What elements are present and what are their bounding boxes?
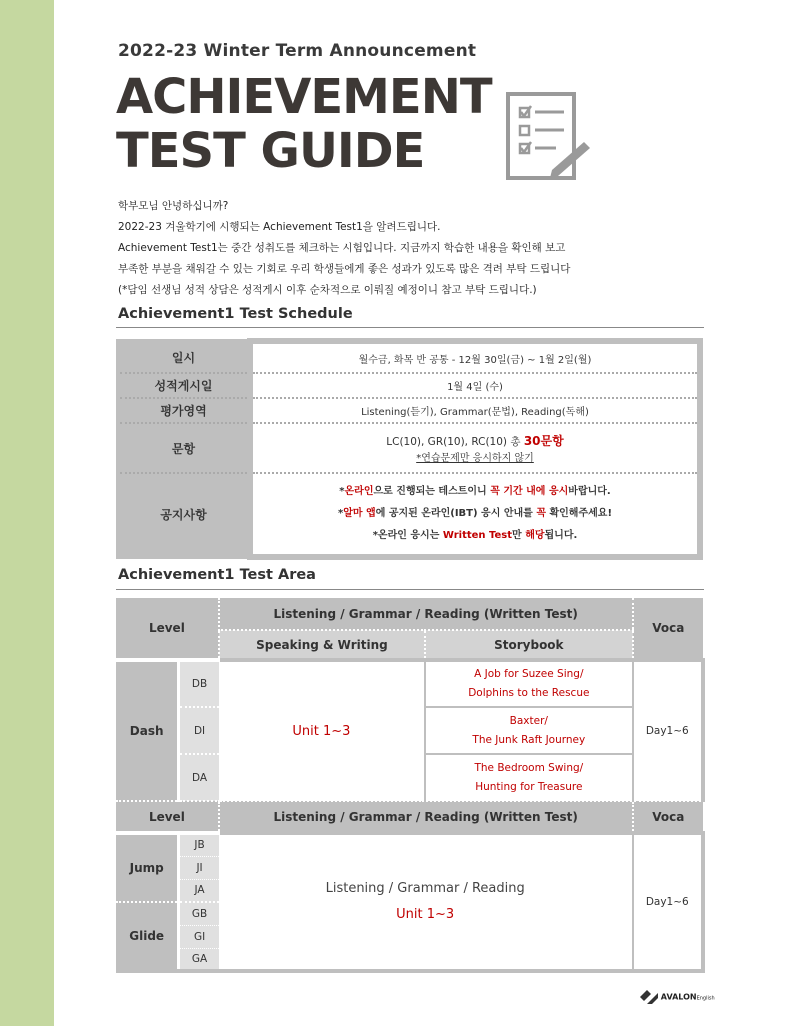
notice-line-1 xyxy=(254,481,696,503)
result-label: 성적게시일 xyxy=(118,373,250,398)
notice-line-3 xyxy=(254,525,696,547)
storybook-da xyxy=(425,754,632,801)
notice-text: 만 xyxy=(512,530,526,541)
sublevel-db: DB xyxy=(179,660,219,707)
notice-value xyxy=(250,473,700,557)
storybook-di xyxy=(425,707,632,754)
notice-text: * xyxy=(339,486,345,497)
logo-suffix: English xyxy=(696,995,715,1002)
intro-line: Achievement Test1는 중간 성취도를 체크하는 시험입니다. 지금까지 학습한 내용을 확인해 보고 xyxy=(118,242,566,254)
book-title: A Job for Suzee Sing/ xyxy=(474,668,584,680)
notice-highlight: 알마 앱 xyxy=(343,508,376,519)
dash-voca: Day1~6 xyxy=(633,660,703,801)
area-label: 평가영역 xyxy=(118,398,250,423)
result-value: 1월 4일 (수) xyxy=(250,373,700,398)
date-value: 월수금, 화목 반 공통 - 12월 30일(금) ~ 1월 2일(월) xyxy=(250,341,700,373)
subtitle: 2022-23 Winter Term Announcement xyxy=(118,41,477,61)
items-value xyxy=(250,423,700,473)
notice-text: 됩니다. xyxy=(544,530,578,541)
items-count-highlight: 30문항 xyxy=(523,434,564,448)
sublevel-ga: GA xyxy=(179,948,219,971)
book-title: Dolphins to the Rescue xyxy=(468,687,590,699)
voca-header-2: Voca xyxy=(633,801,703,833)
title-line-1: ACHIEVEMENT xyxy=(116,69,492,125)
items-note: *연습문제만 응시하지 않기 xyxy=(416,453,534,464)
level-header-2: Level xyxy=(116,801,219,833)
notice-text: 으로 진행되는 테스트이니 xyxy=(373,486,491,497)
intro-line: (*담임 선생님 성적 상담은 성적게시 이후 순차적으로 이뤄질 예정이니 참고 부탁 드립니다.) xyxy=(118,284,537,296)
sublevel-gi: GI xyxy=(179,925,219,948)
date-label: 일시 xyxy=(118,341,250,373)
brand-logo xyxy=(640,990,730,1010)
left-accent-bar xyxy=(0,0,54,1026)
dash-unit: Unit 1~3 xyxy=(219,660,425,801)
area-heading: Achievement1 Test Area xyxy=(118,567,316,583)
schedule-row-result xyxy=(118,373,700,398)
jump-glide-unit: Unit 1~3 xyxy=(396,907,455,922)
notice-line-2 xyxy=(254,503,696,525)
notice-highlight: 꼭 xyxy=(536,508,546,519)
voca-header: Voca xyxy=(633,598,703,660)
schedule-divider xyxy=(116,327,704,328)
sublevel-ja: JA xyxy=(179,879,219,902)
notice-text: 확인해주세요! xyxy=(546,508,613,519)
items-label: 문항 xyxy=(118,423,250,473)
title-line-2: TEST GUIDE xyxy=(116,123,425,179)
notice-text: 바랍니다. xyxy=(568,486,611,497)
items-count xyxy=(254,432,696,449)
sublevel-jb: JB xyxy=(179,833,219,856)
book-title: Baxter/ xyxy=(509,714,548,727)
intro-line: 2022-23 겨울학기에 시행되는 Achievement Test1을 알려드립니다. xyxy=(118,221,441,233)
notice-highlight: Written Test xyxy=(442,530,513,541)
book-title: Hunting for Treasure xyxy=(475,780,583,793)
schedule-row-items xyxy=(118,423,700,473)
storybook-header: Storybook xyxy=(425,630,632,660)
sublevel-gb: GB xyxy=(179,902,219,925)
glide-level: Glide xyxy=(116,902,179,971)
jump-level: Jump xyxy=(116,833,179,902)
storybook-db xyxy=(425,660,632,707)
sublevel-di: DI xyxy=(179,707,219,754)
schedule-row-date xyxy=(118,341,700,373)
notice-label: 공지사항 xyxy=(118,473,250,557)
page-title xyxy=(116,70,492,178)
lgr-written-header-2: Listening / Grammar / Reading (Written Test) xyxy=(219,801,633,833)
book-title: The Junk Raft Journey xyxy=(472,733,586,746)
test-area-table xyxy=(116,598,705,973)
lgr-plain: Listening / Grammar / Reading xyxy=(325,881,525,896)
logo-text: AVALON xyxy=(660,992,697,1002)
schedule-heading: Achievement1 Test Schedule xyxy=(118,306,353,322)
notice-text: * xyxy=(337,508,344,519)
checklist-document-icon xyxy=(500,90,595,185)
book-title: The Bedroom Swing/ xyxy=(474,761,584,774)
notice-text: *온라인 응시는 xyxy=(372,530,443,541)
speaking-writing-header: Speaking & Writing xyxy=(219,630,425,660)
area-value: Listening(듣기), Grammar(문법), Reading(독해) xyxy=(250,398,700,423)
notice-highlight: 온라인 xyxy=(344,486,374,497)
intro-line: 부족한 부분을 채워갈 수 있는 기회로 우리 학생들에게 좋은 성과가 있도록 많은 격려 부탁 드립니다 xyxy=(118,263,571,275)
intro-text xyxy=(118,196,570,301)
sublevel-ji: JI xyxy=(179,856,219,879)
schedule-row-notice xyxy=(118,473,700,557)
sublevel-da: DA xyxy=(179,754,219,801)
jump-glide-voca: Day1~6 xyxy=(633,833,703,971)
items-count-prefix: LC(10), GR(10), RC(10) 총 xyxy=(386,436,524,448)
lgr-written-header: Listening / Grammar / Reading (Written Test) xyxy=(219,598,633,630)
schedule-table xyxy=(116,338,703,560)
notice-highlight: 해당 xyxy=(525,530,545,541)
schedule-row-area xyxy=(118,398,700,423)
level-header: Level xyxy=(116,598,219,660)
jump-glide-content xyxy=(219,833,633,971)
notice-text: 에 공지된 온라인(IBT) 응시 안내를 xyxy=(375,508,537,519)
intro-line: 학부모님 안녕하십니까? xyxy=(118,200,229,212)
area-divider xyxy=(116,589,704,590)
notice-highlight: 꼭 기간 내에 응시 xyxy=(490,486,569,497)
dash-level: Dash xyxy=(116,660,179,801)
avalon-logo-icon xyxy=(640,990,658,1004)
